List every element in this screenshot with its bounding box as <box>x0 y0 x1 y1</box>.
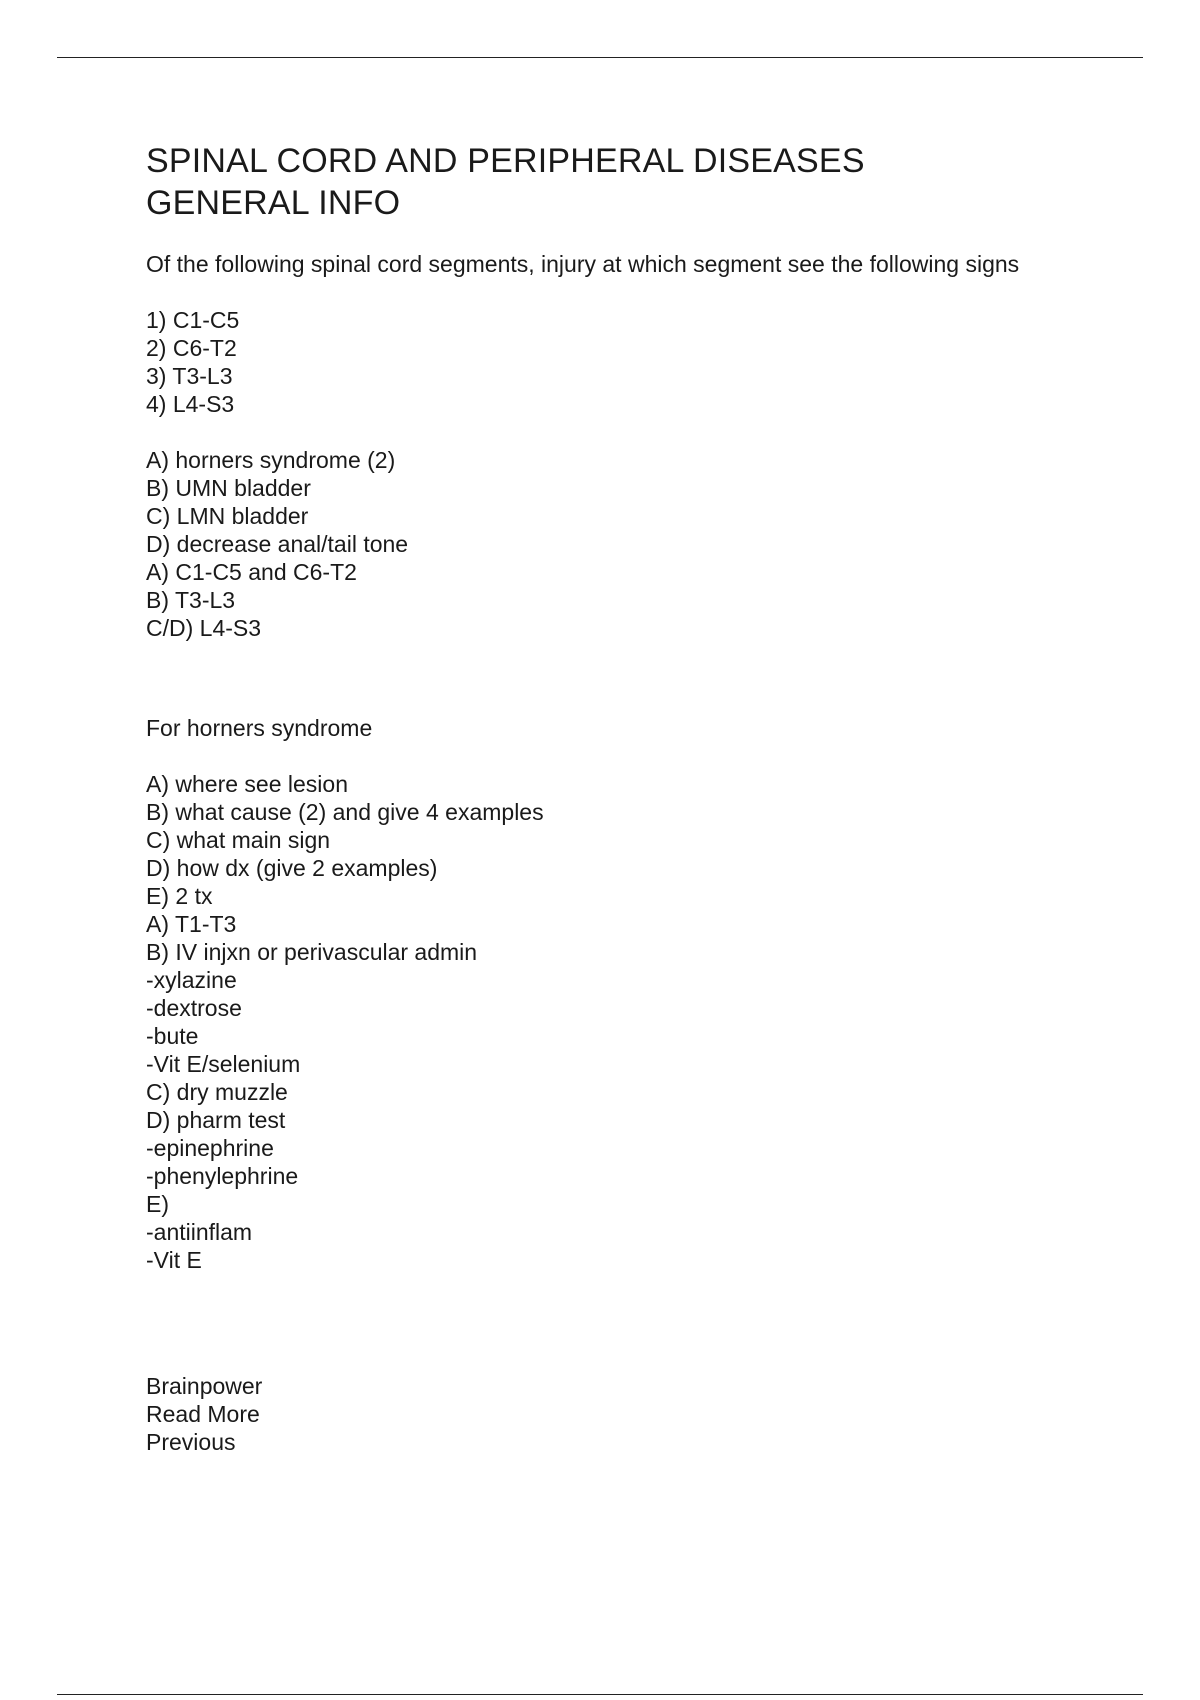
card1-segments <box>146 306 1106 418</box>
previous-link[interactable]: Previous <box>146 1429 236 1455</box>
title-line-1: SPINAL CORD AND PERIPHERAL DISEASES <box>146 142 865 180</box>
answer-item: -Vit E/selenium <box>146 1051 301 1077</box>
card1-signs-and-answers <box>146 446 1106 642</box>
answer-item: C) dry muzzle <box>146 1079 288 1105</box>
list-item: C) what main sign <box>146 827 331 853</box>
document-body <box>146 140 1106 1456</box>
read-more-link[interactable]: Read More <box>146 1401 260 1427</box>
answer-item: -epinephrine <box>146 1135 274 1161</box>
answer-item: -phenylephrine <box>146 1163 299 1189</box>
answer-item: E) <box>146 1191 169 1217</box>
top-rule <box>57 57 1143 58</box>
list-item: B) UMN bladder <box>146 475 311 501</box>
title-line-2: GENERAL INFO <box>146 184 401 222</box>
bottom-rule <box>57 1694 1143 1695</box>
list-item: 4) L4-S3 <box>146 391 235 417</box>
list-item: D) decrease anal/tail tone <box>146 531 409 557</box>
answer-item: B) T3-L3 <box>146 587 236 613</box>
card2-question: For horners syndrome <box>146 715 373 741</box>
page-title <box>146 140 1106 224</box>
list-item: C) LMN bladder <box>146 503 309 529</box>
list-item: A) horners syndrome (2) <box>146 447 396 473</box>
list-item: E) 2 tx <box>146 883 213 909</box>
brainpower-link[interactable]: Brainpower <box>146 1373 263 1399</box>
answer-item: -bute <box>146 1023 199 1049</box>
list-item: D) how dx (give 2 examples) <box>146 855 438 881</box>
list-item: B) what cause (2) and give 4 examples <box>146 799 544 825</box>
list-item: 1) C1-C5 <box>146 307 240 333</box>
answer-item: A) C1-C5 and C6-T2 <box>146 559 357 585</box>
list-item: 2) C6-T2 <box>146 335 237 361</box>
card2-parts-and-answers <box>146 770 1106 1274</box>
answer-item: B) IV injxn or perivascular admin <box>146 939 478 965</box>
answer-item: C/D) L4-S3 <box>146 615 262 641</box>
card1-question: Of the following spinal cord segments, injury at which segment see the following signs <box>146 251 1020 277</box>
answer-item: -Vit E <box>146 1247 202 1273</box>
answer-item: -dextrose <box>146 995 242 1021</box>
list-item: 3) T3-L3 <box>146 363 233 389</box>
answer-item: -xylazine <box>146 967 237 993</box>
list-item: A) where see lesion <box>146 771 348 797</box>
footer-links <box>146 1372 1106 1456</box>
answer-item: D) pharm test <box>146 1107 286 1133</box>
answer-item: -antiinflam <box>146 1219 253 1245</box>
answer-item: A) T1-T3 <box>146 911 237 937</box>
